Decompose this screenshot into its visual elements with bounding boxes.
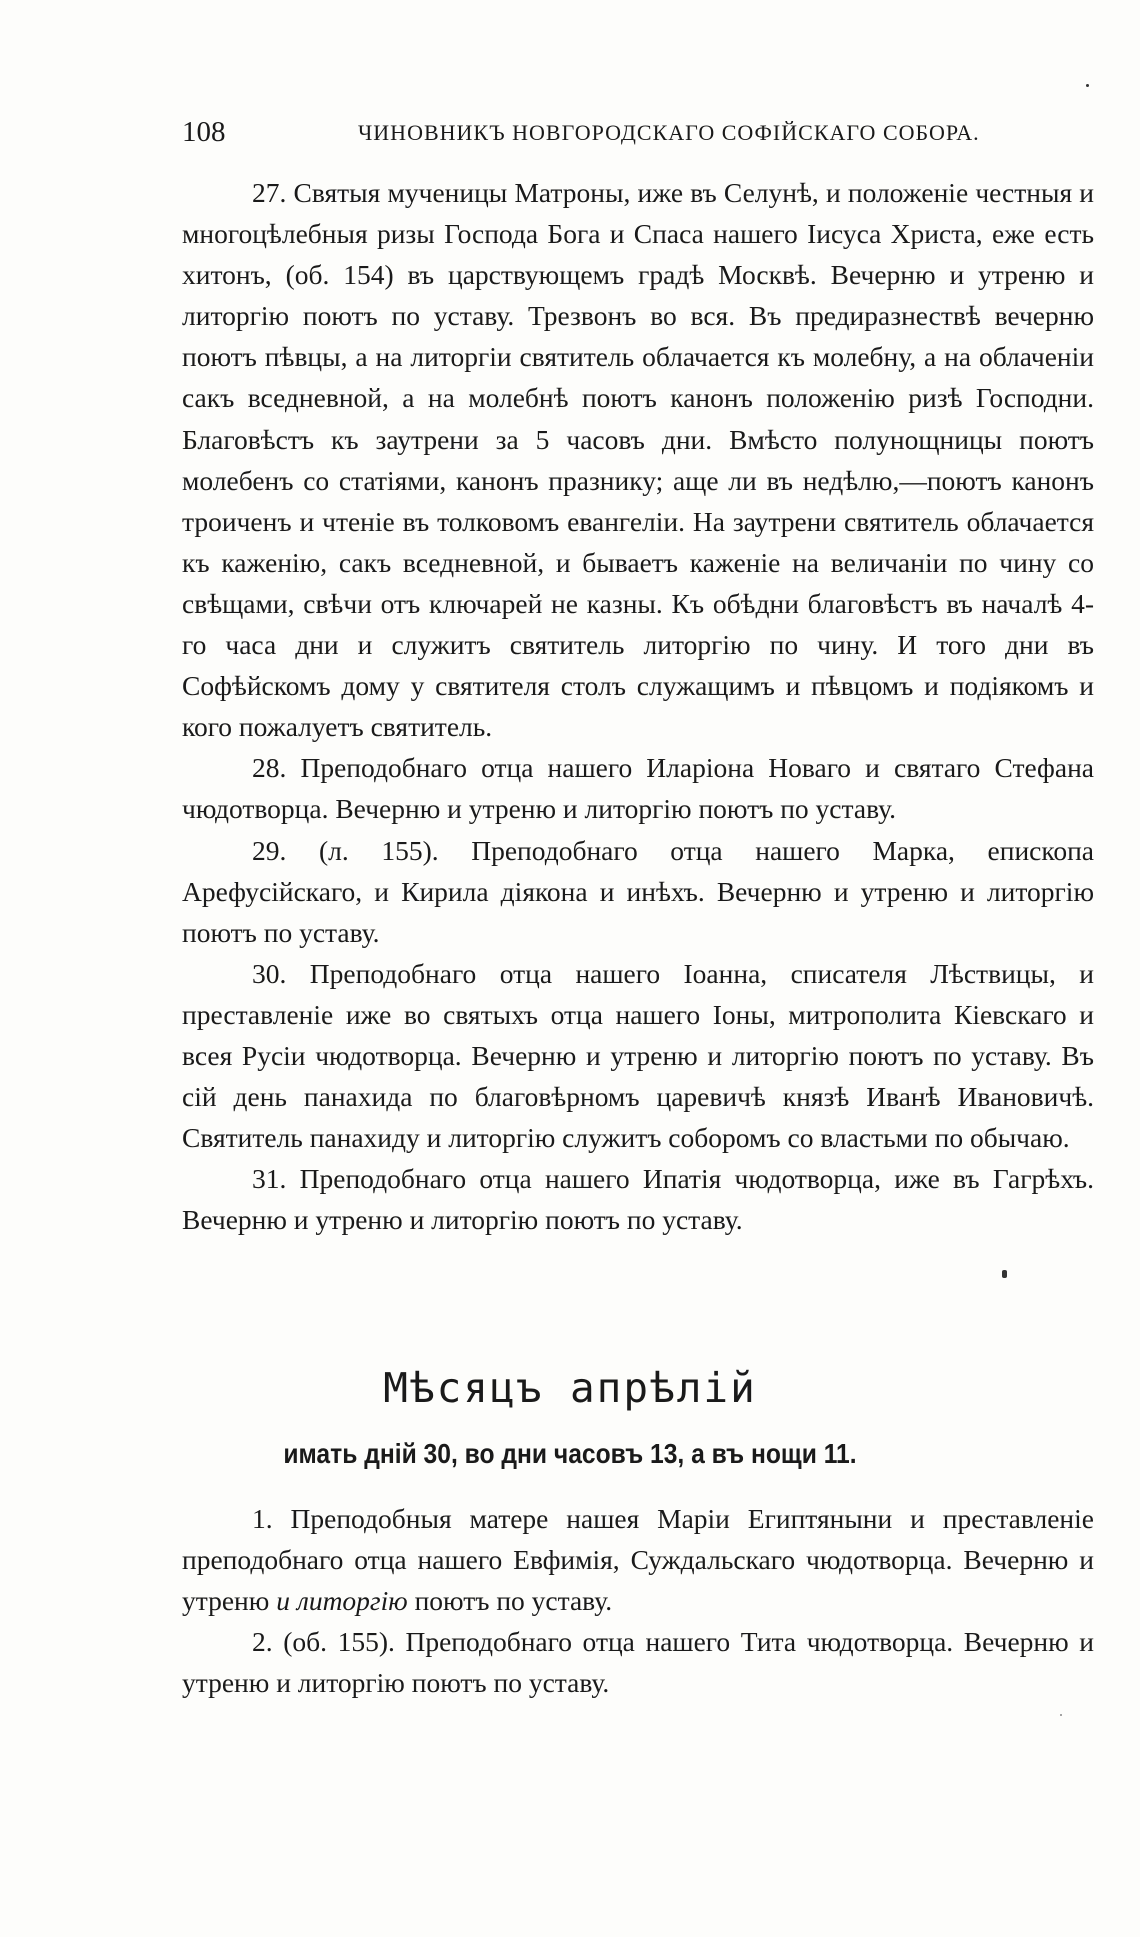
april-entry-1-text: 1. Преподобныя матере нашея Маріи Египтяныни и преставленіе преподобнаго отца нашего Евфимія, Суждальскаго чюдотворца. Вечерню и утреню (182, 1503, 1094, 1617)
march-entries (182, 172, 1094, 1240)
speck-mark (1086, 84, 1089, 87)
april-entry-2: 2. (об. 155). Преподобнаго отца нашего Тита чюдотворца. Вечерню и утреню и литоргію поютъ по уставу. (182, 1626, 1094, 1699)
april-entry-1-tail: поютъ по уставу. (407, 1585, 613, 1617)
speck-mark (1060, 1714, 1062, 1716)
entry-28: 28. Преподобнаго отца нашего Иларіона Новаго и святаго Стефана чюдотворца. Вечерню и утреню и литоргію поютъ по уставу. (182, 752, 1094, 825)
april-entry-1-italic: и литоргію (276, 1585, 408, 1617)
entry-29: 29. (л. 155). Преподобнаго отца нашего Марка, епископа Арефусійскаго, и Кирила діякона и инѣхъ. Вечерню и утреню и литоргію поютъ по уставу. (182, 834, 1094, 948)
running-head (182, 116, 1102, 146)
april-entries (182, 1498, 1094, 1703)
entry-30: 30. Преподобнаго отца нашего Іоанна, списателя Лѣствицы, и преставленіе иже во святыхъ отца нашего Іоны, митрополита Кіевскаго и всея Русіи чюдотворца. Вечерню и утреню и литоргію поютъ по уставу. Въ сій день панахида по благовѣрномъ царевичѣ князѣ Иванѣ Ивановичѣ. Святитель панахиду и литоргію служитъ соборомъ со властьми по обычаю. (182, 957, 1094, 1154)
running-title: ЧИНОВНИКЪ НОВГОРОДСКАГО СОФІЙСКАГО СОБОРА. (358, 120, 980, 145)
entry-27: 27. Святыя мученицы Матроны, иже въ Селунѣ, и положеніе честныя и многоцѣлебныя ризы Господа Бога и Спаса нашего Іисуса Христа, еже есть хитонъ, (об. 154) въ царствующемъ градѣ Москвѣ. Вечерню и утреню и литоргію поютъ по уставу. Трезвонъ во вся. Въ предиразнествѣ вечерню поютъ пѣвцы, а на литоргіи святитель облачается къ молебну, а на облаченіи сакъ вседневной, а на молебнѣ поютъ канонъ положенію ризѣ Господни. Благовѣстъ къ заутрени за 5 часовъ дни. Вмѣсто полунощницы поютъ молебенъ со статіями, канонъ празнику; аще ли въ недѣлю,—поютъ канонъ троиченъ и чтеніе въ толковомъ евангеліи. На заутрени святитель облачается къ каженію, сакъ вседневной, и бываетъ каженіе на величаніи по чину со свѣщами, свѣчи отъ ключарей не казны. Къ обѣдни благовѣстъ въ началѣ 4-го часа дни и служитъ святитель литоргію по чину. И того дни въ Софѣйскомъ дому у святителя столъ служащимъ и пѣвцомъ и подіякомъ и кого пожалуетъ святитель. (182, 177, 1094, 743)
april-entry-1 (182, 1498, 1094, 1621)
month-heading: Мѣсяцъ апрѣлій (383, 1364, 757, 1412)
ink-dot-mark (1002, 1270, 1007, 1278)
month-subheading: имать днiй 30, во дни часовъ 13, а въ нощи 11. (283, 1438, 857, 1469)
page-number: 108 (182, 116, 226, 148)
entry-31: 31. Преподобнаго отца нашего Ипатія чюдотворца, иже въ Гагрѣхъ. Вечерню и утреню и литоргію поютъ по уставу. (182, 1163, 1094, 1236)
